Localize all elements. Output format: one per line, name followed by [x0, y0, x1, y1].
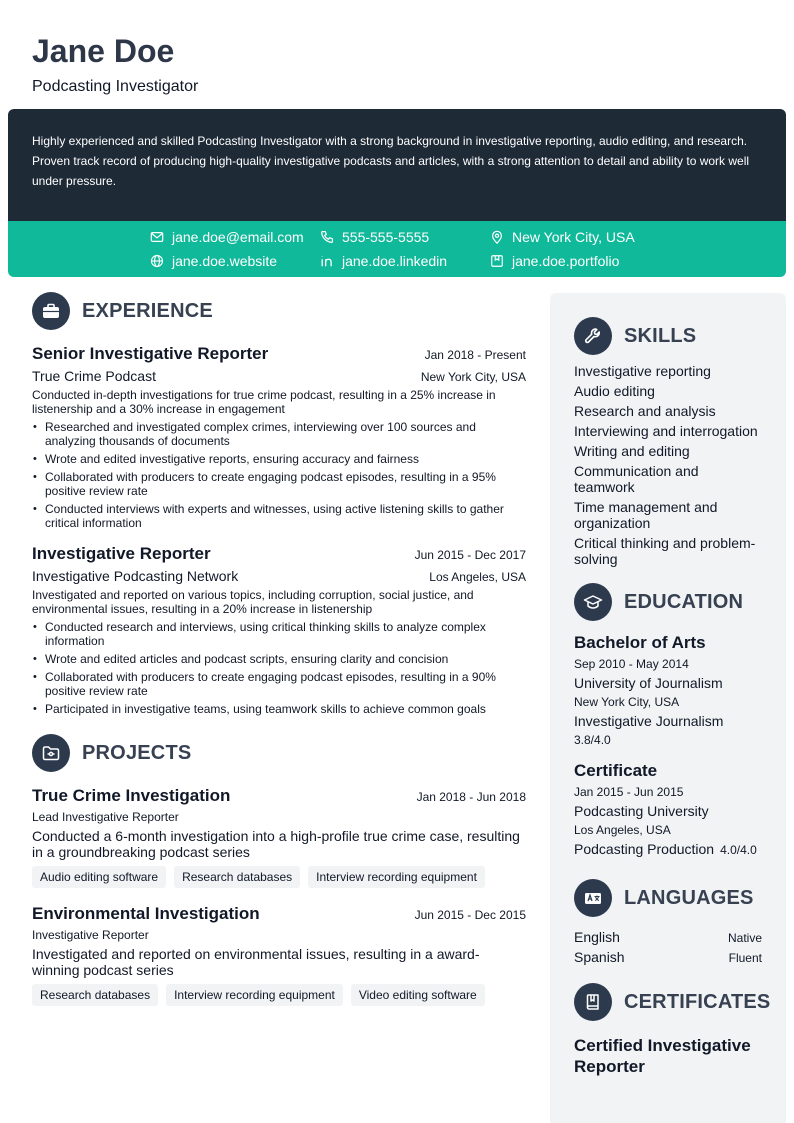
- job-company: True Crime Podcast: [32, 368, 156, 384]
- skill-item: Research and analysis: [574, 403, 716, 419]
- experience-heading: [32, 292, 526, 330]
- job-bullet: • Collaborated with producers to create engaging podcast episodes, resulting in a 90% positive review rate: [32, 670, 526, 698]
- skills-heading: [574, 317, 762, 355]
- translate-icon: [574, 879, 612, 917]
- language-level: Native: [727, 931, 762, 945]
- language-item: [574, 929, 762, 945]
- contact-email[interactable]: [150, 229, 304, 245]
- project-description: Investigated and reported on environmental issues, resulting in a award-winning podcast series: [32, 946, 480, 978]
- experience-title: EXPERIENCE: [82, 299, 213, 322]
- education-degree: Certificate: [574, 761, 658, 780]
- sidebar: [550, 293, 786, 1123]
- project-description: Conducted a 6-month investigation into a high-profile true crime case, resulting in a groundbreaking podcast series: [32, 828, 520, 860]
- briefcase-icon: [32, 292, 70, 330]
- education-date: Sep 2010 - May 2014: [574, 657, 689, 671]
- candidate-name: Jane Doe: [32, 33, 175, 69]
- skill-item: Communication and teamwork: [574, 463, 699, 495]
- contact-location-text: New York City, USA: [512, 229, 635, 245]
- job-bullet: • Participated in investigative teams, using teamwork skills to achieve common goals: [32, 702, 526, 716]
- project-tag: Audio editing software: [32, 866, 166, 888]
- education-title: EDUCATION: [624, 590, 744, 613]
- project-tag: Interview recording equipment: [308, 866, 485, 888]
- education-field: Podcasting Production: [574, 841, 715, 857]
- project-tags: [32, 866, 526, 888]
- summary-text: Highly experienced and skilled Podcasting Investigator with a strong background in investigative reporting, audio editing, and research. Proven track record of producing high-quality investigative podcasts and articles, with a strong attention to detail and ability to work well under pressure.: [32, 134, 750, 188]
- education-grade: 4.0/4.0: [720, 843, 757, 857]
- education-school: University of Journalism: [574, 675, 723, 691]
- language-level: Fluent: [728, 951, 762, 965]
- contact-phone-text: 555-555-5555: [342, 229, 430, 245]
- job-bullet: • Conducted interviews with experts and witnesses, using active listening skills to gather critical information: [32, 502, 526, 530]
- resume-header: [32, 32, 198, 96]
- education-field: Investigative Journalism: [574, 713, 724, 729]
- skills-list: [574, 363, 762, 567]
- education-grade: 3.8/4.0: [574, 733, 611, 747]
- education-date: Jan 2015 - Jun 2015: [574, 785, 684, 799]
- contact-email-text: jane.doe@email.com: [172, 229, 304, 245]
- language-item: [574, 949, 762, 965]
- contact-phone[interactable]: [320, 229, 429, 245]
- skill-item: Investigative reporting: [574, 363, 711, 379]
- certificate-item: Certified Investigative Reporter: [574, 1036, 751, 1076]
- job-bullets: [32, 420, 526, 530]
- language-name: Spanish: [574, 949, 625, 965]
- main-column: [32, 292, 526, 1006]
- projects-heading: [32, 734, 526, 772]
- job-description: Investigated and reported on various topics, including corruption, social justice, and environmental issues, resulting in a 20% increase in listenership: [32, 588, 474, 616]
- project-title: Environmental Investigation: [32, 904, 260, 923]
- education-school: Podcasting University: [574, 803, 709, 819]
- project-tag: Research databases: [32, 984, 158, 1006]
- globe-icon: [150, 254, 164, 268]
- education-item: [574, 761, 762, 857]
- job-date: Jan 2018 - Present: [424, 348, 526, 362]
- job-bullets: [32, 620, 526, 716]
- portfolio-icon: [490, 254, 504, 268]
- project-role: Lead Investigative Reporter: [32, 810, 179, 824]
- skill-item: Interviewing and interrogation: [574, 423, 758, 439]
- languages-list: [574, 929, 762, 965]
- skill-item: Critical thinking and problem-solving: [574, 535, 756, 567]
- project-role: Investigative Reporter: [32, 928, 149, 942]
- skill-item: Audio editing: [574, 383, 655, 399]
- education-item: [574, 633, 762, 747]
- job-date: Jun 2015 - Dec 2017: [414, 548, 526, 562]
- job-title: Investigative Reporter: [32, 544, 211, 563]
- job-location: Los Angeles, USA: [429, 570, 526, 584]
- contact-website-text: jane.doe.website: [172, 253, 278, 269]
- summary-box: [8, 109, 786, 221]
- job-company: Investigative Podcasting Network: [32, 568, 239, 584]
- phone-icon: [320, 230, 334, 244]
- job-bullet: • Wrote and edited articles and podcast scripts, ensuring clarity and concision: [32, 652, 526, 666]
- education-location: New York City, USA: [574, 695, 680, 709]
- job-title: Senior Investigative Reporter: [32, 344, 269, 363]
- project-date: Jan 2018 - Jun 2018: [416, 790, 526, 804]
- mail-icon: [150, 230, 164, 244]
- job-bullet: • Wrote and edited investigative reports, ensuring accuracy and fairness: [32, 452, 526, 466]
- contact-location: [490, 229, 635, 245]
- project-title: True Crime Investigation: [32, 786, 231, 805]
- projects-title: PROJECTS: [82, 741, 192, 764]
- project-tag: Interview recording equipment: [166, 984, 343, 1006]
- project-tags: [32, 984, 526, 1006]
- certificates-title: CERTIFICATES: [624, 990, 771, 1013]
- skill-item: Writing and editing: [574, 443, 690, 459]
- project-date: Jun 2015 - Dec 2015: [414, 908, 526, 922]
- contact-portfolio[interactable]: [490, 253, 619, 269]
- contact-website[interactable]: [150, 253, 277, 269]
- location-pin-icon: [490, 230, 504, 244]
- education-location: Los Angeles, USA: [574, 823, 671, 837]
- project-tag: Research databases: [174, 866, 300, 888]
- job-location: New York City, USA: [420, 370, 526, 384]
- education-heading: [574, 583, 762, 621]
- book-icon: [574, 983, 612, 1021]
- contact-linkedin[interactable]: [320, 253, 447, 269]
- experience-item: [32, 344, 526, 530]
- candidate-role: Podcasting Investigator: [32, 78, 199, 95]
- education-degree: Bachelor of Arts: [574, 633, 706, 652]
- graduation-cap-icon: [574, 583, 612, 621]
- certificates-heading: [574, 983, 771, 1021]
- project-item: [32, 904, 526, 1006]
- contact-portfolio-text: jane.doe.portfolio: [512, 253, 620, 269]
- skills-title: SKILLS: [624, 324, 697, 347]
- linkedin-icon: [320, 254, 334, 268]
- language-name: English: [574, 929, 620, 945]
- languages-heading: [574, 879, 762, 917]
- project-item: [32, 786, 526, 888]
- job-bullet: • Researched and investigated complex crimes, interviewing over 100 sources and analyzing thousands of documents: [32, 420, 526, 448]
- languages-title: LANGUAGES: [624, 886, 754, 909]
- job-description: Conducted in-depth investigations for true crime podcast, resulting in a 25% increase in listenership and a 30% increase in engagement: [32, 388, 496, 416]
- folder-icon: [32, 734, 70, 772]
- contact-linkedin-text: jane.doe.linkedin: [342, 253, 448, 269]
- job-bullet: • Collaborated with producers to create engaging podcast episodes, resulting in a 95% positive review rate: [32, 470, 526, 498]
- skill-item: Time management and organization: [574, 499, 718, 531]
- experience-item: [32, 544, 526, 716]
- job-bullet: • Conducted research and interviews, using critical thinking skills to analyze complex information: [32, 620, 526, 648]
- wrench-icon: [574, 317, 612, 355]
- contact-bar: [8, 221, 786, 277]
- project-tag: Video editing software: [351, 984, 485, 1006]
